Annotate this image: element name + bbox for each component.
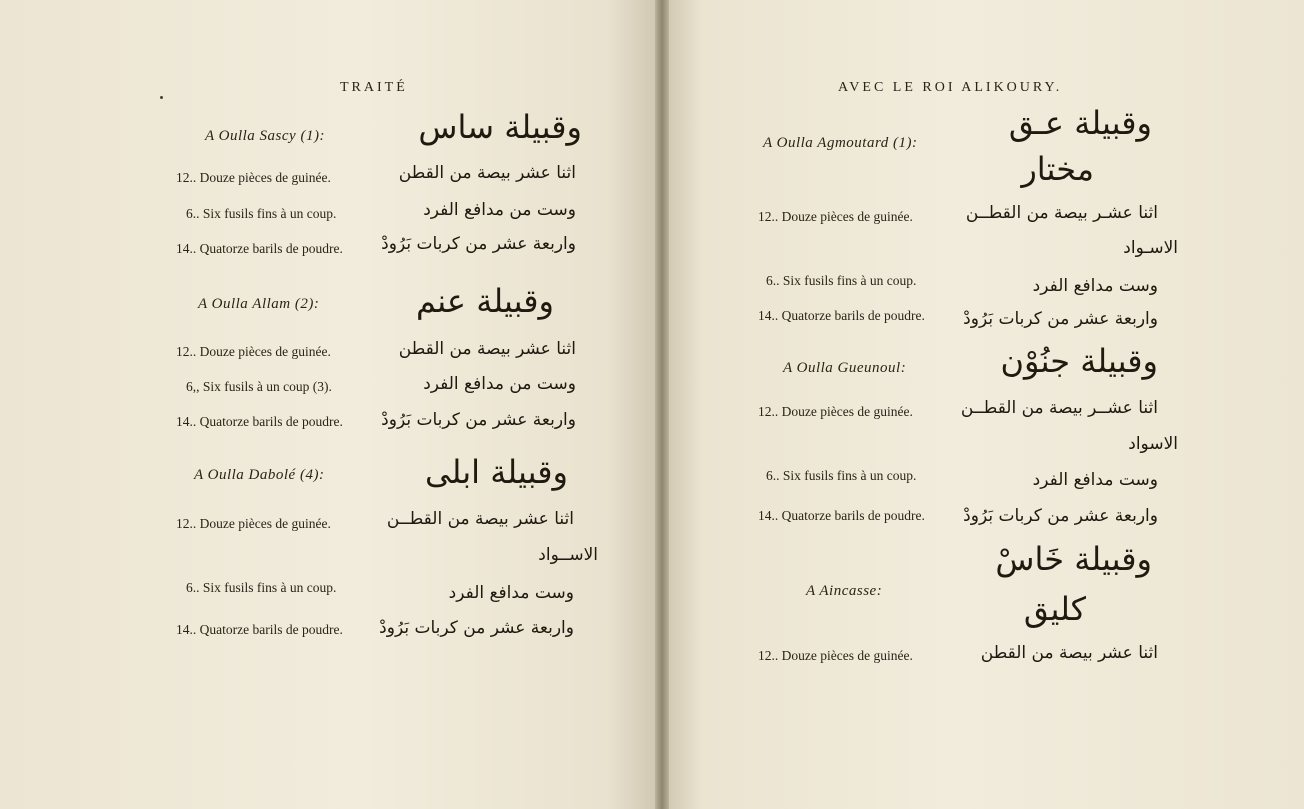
list-item: 14.. Quatorze barils de poudre. — [758, 508, 925, 523]
list-item-arabic: وست مدافع الفرد — [1032, 276, 1158, 296]
list-item-arabic: وست مدافع الفرد — [1032, 470, 1158, 490]
list-item-arabic: الاســواد — [538, 545, 598, 565]
tribe-name-arabic: وقبيلة ساس — [418, 108, 582, 146]
tribe-name-arabic-line2: مختار — [1021, 150, 1094, 188]
tribe-name-arabic-line2: كليق — [1023, 590, 1086, 628]
list-item-arabic: اثنا عشـر بيصة من القطــن — [965, 203, 1158, 223]
list-item: 6.. Six fusils fins à un coup. — [186, 206, 337, 221]
list-item: 14.. Quatorze barils de poudre. — [176, 241, 343, 256]
list-item: 6.. Six fusils fins à un coup. — [766, 273, 917, 288]
page-header-right: AVEC LE ROI ALIKOURY. — [838, 80, 1063, 95]
list-item-arabic: اثنا عشر بيصة من القطــن — [386, 509, 574, 529]
list-item-arabic: اثنا عشر بيصة من القطن — [398, 339, 576, 359]
tribe-name: A Oulla Gueunoul: — [783, 360, 907, 376]
list-item-arabic: اثنا عشر بيصة من القطن — [398, 163, 576, 183]
list-item: 12.. Douze pièces de guinée. — [176, 170, 331, 185]
list-item-arabic: الاسواد — [1128, 434, 1178, 454]
list-item: 12.. Douze pièces de guinée. — [176, 344, 331, 359]
list-item: 12.. Douze pièces de guinée. — [758, 648, 913, 663]
list-item-arabic: اثنا عشــر بيصة من القطــن — [960, 398, 1158, 418]
tribe-name-arabic: وقبيلة جنُوْن — [1000, 342, 1158, 380]
tribe-name-arabic: وقبيلة عـق — [1008, 104, 1152, 142]
tribe-name: A Oulla Sascy (1): — [205, 128, 325, 144]
tribe-name-arabic: وقبيلة ابلى — [424, 453, 568, 491]
list-item-arabic: واربعة عشر من كربات بَرُودْ — [963, 309, 1158, 329]
list-item-arabic: واربعة عشر من كربات بَرُودْ — [381, 234, 576, 254]
tribe-name: A Oulla Agmoutard (1): — [763, 135, 918, 151]
list-item-arabic: واربعة عشر من كربات بَرُودْ — [379, 618, 574, 638]
tribe-name: A Oulla Dabolé (4): — [194, 467, 325, 483]
list-item-arabic: وست من مدافع الفرد — [423, 200, 576, 220]
print-speck — [160, 96, 163, 99]
book-gutter — [655, 0, 669, 809]
list-item-arabic: اثنا عشر بيصة من القطن — [980, 643, 1158, 663]
tribe-name: A Oulla Allam (2): — [198, 296, 320, 312]
list-item-arabic: الاسـواد — [1123, 238, 1178, 258]
list-item: 12.. Douze pièces de guinée. — [758, 404, 913, 419]
list-item: 12.. Douze pièces de guinée. — [758, 209, 913, 224]
list-item: 14.. Quatorze barils de poudre. — [176, 414, 343, 429]
list-item-arabic: وست من مدافع الفرد — [423, 374, 576, 394]
list-item-arabic: واربعة عشر من كربات بَرُودْ — [963, 506, 1158, 526]
list-item: 6.. Six fusils fins à un coup. — [186, 580, 337, 595]
list-item-arabic: واربعة عشر من كربات بَرُودْ — [381, 410, 576, 430]
tribe-name-arabic: وقبيلة خَاسْ — [995, 540, 1152, 578]
list-item: 14.. Quatorze barils de poudre. — [758, 308, 925, 323]
tribe-name-arabic: وقبيلة عنم — [415, 282, 554, 320]
tribe-name: A Aincasse: — [806, 583, 883, 599]
list-item: 6.. Six fusils fins à un coup. — [766, 468, 917, 483]
page-header-left: TRAITÉ — [340, 80, 408, 95]
list-item: 12.. Douze pièces de guinée. — [176, 516, 331, 531]
list-item: 14.. Quatorze barils de poudre. — [176, 622, 343, 637]
list-item-arabic: وست مدافع الفرد — [448, 583, 574, 603]
list-item: 6,, Six fusils à un coup (3). — [186, 379, 332, 394]
